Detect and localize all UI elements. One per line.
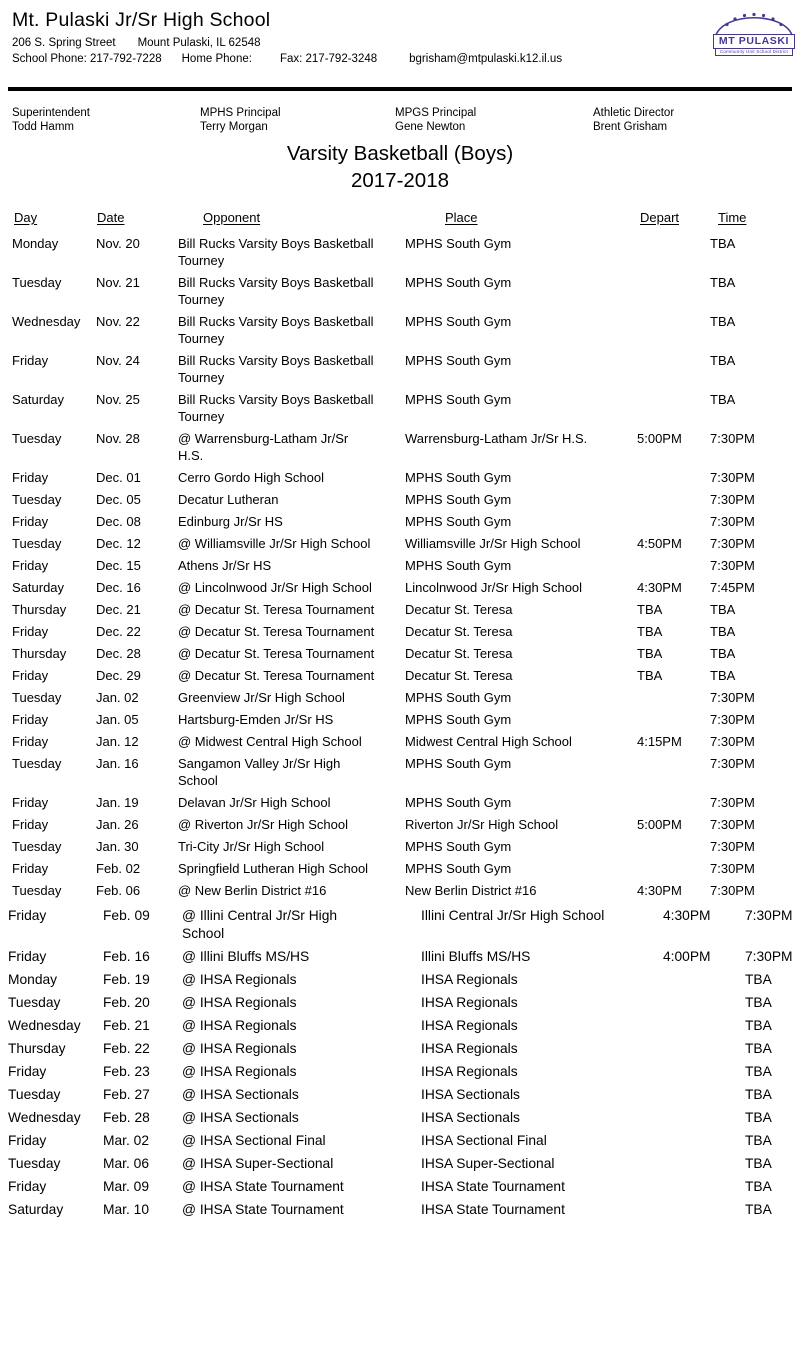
cell-place: New Berlin District #16	[405, 883, 537, 898]
cell-place: IHSA Sectional Final	[421, 1133, 547, 1148]
horizontal-rule	[8, 87, 792, 91]
school-logo	[710, 8, 798, 56]
cell-day: Wednesday	[8, 1110, 81, 1125]
cell-depart: 4:30PM	[637, 883, 682, 898]
logo-wordmark: MT PULASKI	[713, 34, 795, 49]
cell-opponent: Bill Rucks Varsity Boys Basketball Tourney	[178, 314, 374, 346]
cell-opponent: @ IHSA State Tournament	[182, 1202, 344, 1217]
cell-date: Jan. 12	[96, 734, 139, 749]
cell-time: 7:30PM	[710, 492, 755, 507]
cell-time: 7:30PM	[710, 734, 755, 749]
cell-day: Friday	[8, 1064, 47, 1079]
cell-date: Nov. 20	[96, 236, 140, 251]
cell-time: 7:30PM	[710, 883, 755, 898]
cell-day: Tuesday	[12, 536, 62, 551]
cell-day: Friday	[12, 817, 49, 832]
cell-date: Jan. 26	[96, 817, 139, 832]
col-header-day: Day	[14, 210, 38, 225]
cell-place: IHSA Regionals	[421, 972, 518, 987]
cell-place: IHSA Sectionals	[421, 1087, 520, 1102]
table-row	[0, 948, 800, 966]
cell-day: Tuesday	[12, 431, 62, 446]
cell-date: Feb. 09	[103, 908, 150, 923]
cell-date: Dec. 05	[96, 492, 141, 507]
cell-place: MPHS South Gym	[405, 275, 512, 290]
cell-opponent: @ Lincolnwood Jr/Sr High School	[178, 580, 372, 595]
cell-day: Tuesday	[12, 690, 62, 705]
cell-day: Friday	[8, 1133, 47, 1148]
col-header-date: Date	[97, 210, 125, 225]
cell-day: Tuesday	[12, 839, 62, 854]
table-row	[0, 391, 800, 425]
table-row	[0, 557, 800, 574]
cell-time: 7:45PM	[710, 580, 755, 595]
document-title	[0, 140, 800, 194]
cell-time: TBA	[745, 995, 772, 1010]
cell-opponent: @ IHSA Regionals	[182, 972, 297, 987]
cell-date: Feb. 02	[96, 861, 141, 876]
table-row	[0, 535, 800, 552]
cell-date: Jan. 16	[96, 756, 139, 771]
cell-day: Thursday	[12, 602, 67, 617]
cell-opponent: Bill Rucks Varsity Boys Basketball Tourney	[178, 236, 374, 268]
cell-day: Wednesday	[12, 314, 81, 329]
table-row	[0, 1155, 800, 1173]
cell-date: Mar. 10	[103, 1202, 150, 1217]
col-header-place: Place	[445, 210, 478, 225]
staff-title: MPHS Principal	[200, 107, 281, 119]
cell-day: Tuesday	[8, 1087, 61, 1102]
cell-date: Dec. 28	[96, 646, 141, 661]
letterhead	[0, 0, 800, 67]
cell-date: Feb. 27	[103, 1087, 150, 1102]
table-row	[0, 601, 800, 618]
cell-depart: TBA	[637, 624, 663, 639]
cell-time: 7:30PM	[710, 558, 755, 573]
staff-name: Gene Newton	[395, 121, 466, 133]
cell-date: Dec. 16	[96, 580, 141, 595]
cell-date: Dec. 01	[96, 470, 141, 485]
cell-day: Saturday	[12, 392, 65, 407]
table-row	[0, 971, 800, 989]
school-phone: School Phone: 217-792-7228	[12, 53, 162, 65]
schedule-table	[0, 209, 800, 1219]
cell-opponent: Athens Jr/Sr HS	[178, 558, 272, 573]
cell-place: IHSA Regionals	[421, 995, 518, 1010]
cell-time: TBA	[710, 668, 736, 683]
cell-place: MPHS South Gym	[405, 861, 512, 876]
cell-date: Mar. 09	[103, 1179, 150, 1194]
cell-date: Feb. 16	[103, 949, 150, 964]
cell-time: TBA	[745, 1179, 772, 1194]
cell-place: Illini Central Jr/Sr High School	[421, 908, 605, 923]
col-header-opponent: Opponent	[203, 210, 261, 225]
cell-time: 7:30PM	[710, 861, 755, 876]
cell-opponent: @ Williamsville Jr/Sr High School	[178, 536, 371, 551]
staff-name: Terry Morgan	[200, 121, 268, 133]
cell-depart: 4:15PM	[637, 734, 682, 749]
cell-opponent: @ IHSA Regionals	[182, 1064, 297, 1079]
schedule-section-2	[0, 907, 800, 1219]
cell-date: Mar. 06	[103, 1156, 150, 1171]
cell-place: MPHS South Gym	[405, 839, 512, 854]
fax-number: Fax: 217-792-3248	[279, 53, 378, 65]
cell-date: Dec. 15	[96, 558, 141, 573]
table-row	[0, 579, 800, 596]
table-row	[0, 816, 800, 833]
cell-place: Lincolnwood Jr/Sr High School	[405, 580, 583, 595]
title-season: 2017-2018	[350, 169, 450, 192]
cell-opponent: @ IHSA Super-Sectional	[182, 1156, 334, 1171]
cell-place: MPHS South Gym	[405, 795, 512, 810]
cell-date: Feb. 06	[96, 883, 141, 898]
cell-time: TBA	[745, 1133, 772, 1148]
cell-opponent: Sangamon Valley Jr/Sr High School	[178, 756, 341, 788]
cell-opponent: Hartsburg-Emden Jr/Sr HS	[178, 712, 334, 727]
cell-date: Dec. 29	[96, 668, 141, 683]
cell-place: Illini Bluffs MS/HS	[421, 949, 531, 964]
cell-day: Friday	[12, 861, 49, 876]
cell-opponent: @ Warrensburg-Latham Jr/Sr H.S.	[178, 431, 349, 463]
table-row	[0, 623, 800, 640]
cell-depart: 4:30PM	[637, 580, 682, 595]
cell-date: Dec. 21	[96, 602, 141, 617]
table-row	[0, 1109, 800, 1127]
table-row	[0, 794, 800, 811]
cell-opponent: @ IHSA State Tournament	[182, 1179, 344, 1194]
cell-day: Friday	[8, 949, 47, 964]
table-row	[0, 491, 800, 508]
cell-opponent: @ Decatur St. Teresa Tournament	[178, 624, 375, 639]
cell-time: TBA	[710, 275, 736, 290]
cell-opponent: @ IHSA Regionals	[182, 1041, 297, 1056]
cell-date: Dec. 08	[96, 514, 141, 529]
cell-opponent: @ IHSA Regionals	[182, 995, 297, 1010]
cell-opponent: Springfield Lutheran High School	[178, 861, 369, 876]
cell-day: Friday	[12, 558, 49, 573]
cell-place: IHSA Sectionals	[421, 1110, 520, 1125]
cell-depart: TBA	[637, 602, 663, 617]
cell-place: IHSA Regionals	[421, 1018, 518, 1033]
col-header-depart: Depart	[640, 210, 680, 225]
table-row	[0, 645, 800, 662]
cell-time: TBA	[710, 353, 736, 368]
cell-place: Williamsville Jr/Sr High School	[405, 536, 581, 551]
cell-date: Mar. 02	[103, 1133, 150, 1148]
cell-place: Decatur St. Teresa	[405, 602, 513, 617]
table-row	[0, 513, 800, 530]
cell-date: Jan. 30	[96, 839, 139, 854]
address-street: 206 S. Spring Street	[12, 37, 116, 49]
address-city: Mount Pulaski, IL 62548	[137, 37, 261, 49]
cell-day: Tuesday	[12, 492, 62, 507]
cell-opponent: @ Decatur St. Teresa Tournament	[178, 602, 375, 617]
table-row	[0, 882, 800, 899]
cell-time: 7:30PM	[710, 712, 755, 727]
cell-place: MPHS South Gym	[405, 712, 512, 727]
cell-opponent: @ IHSA Sectional Final	[182, 1133, 326, 1148]
cell-date: Jan. 19	[96, 795, 139, 810]
table-row	[0, 667, 800, 684]
cell-time: 7:30PM	[710, 795, 755, 810]
cell-place: MPHS South Gym	[405, 314, 512, 329]
cell-opponent: Decatur Lutheran	[178, 492, 279, 507]
title-sport: Varsity Basketball (Boys)	[286, 142, 514, 165]
staff-title: MPGS Principal	[395, 107, 477, 119]
staff-title: Superintendent	[12, 107, 91, 119]
cell-opponent: @ IHSA Regionals	[182, 1018, 297, 1033]
cell-opponent: @ New Berlin District #16	[178, 883, 327, 898]
table-row	[0, 689, 800, 706]
cell-day: Friday	[12, 668, 49, 683]
dome-arch-icon	[712, 8, 796, 36]
cell-depart: 5:00PM	[637, 431, 682, 446]
cell-day: Thursday	[8, 1041, 66, 1056]
cell-opponent: Cerro Gordo High School	[178, 470, 324, 485]
cell-time: 7:30PM	[710, 514, 755, 529]
cell-date: Nov. 21	[96, 275, 140, 290]
table-row	[0, 755, 800, 789]
cell-depart: 4:50PM	[637, 536, 682, 551]
cell-date: Jan. 02	[96, 690, 139, 705]
cell-time: 7:30PM	[745, 908, 793, 923]
cell-time: TBA	[745, 972, 772, 987]
staff-athletic-director	[593, 106, 800, 135]
cell-date: Feb. 28	[103, 1110, 150, 1125]
table-row	[0, 1063, 800, 1081]
cell-date: Feb. 20	[103, 995, 150, 1010]
table-row	[0, 1017, 800, 1035]
cell-day: Friday	[8, 1179, 47, 1194]
cell-place: MPHS South Gym	[405, 392, 512, 407]
cell-date: Dec. 22	[96, 624, 141, 639]
cell-place: MPHS South Gym	[405, 353, 512, 368]
cell-day: Monday	[12, 236, 59, 251]
cell-opponent: Bill Rucks Varsity Boys Basketball Tourney	[178, 275, 374, 307]
cell-place: MPHS South Gym	[405, 470, 512, 485]
cell-time: 7:30PM	[710, 470, 755, 485]
cell-date: Nov. 25	[96, 392, 140, 407]
cell-time: TBA	[745, 1018, 772, 1033]
cell-time: TBA	[745, 1110, 772, 1125]
cell-place: IHSA Regionals	[421, 1064, 518, 1079]
cell-opponent: Delavan Jr/Sr High School	[178, 795, 331, 810]
table-row	[0, 1040, 800, 1058]
cell-opponent: Tri-City Jr/Sr High School	[178, 839, 325, 854]
staff-mpgs-principal	[395, 106, 593, 135]
staff-name: Todd Hamm	[12, 121, 74, 133]
cell-day: Tuesday	[12, 275, 62, 290]
cell-time: 7:30PM	[710, 839, 755, 854]
cell-date: Feb. 22	[103, 1041, 150, 1056]
contact-line	[12, 52, 800, 67]
cell-day: Friday	[12, 353, 49, 368]
cell-time: TBA	[745, 1064, 772, 1079]
cell-time: TBA	[745, 1087, 772, 1102]
cell-depart: TBA	[637, 646, 663, 661]
cell-time: TBA	[745, 1041, 772, 1056]
cell-date: Nov. 28	[96, 431, 140, 446]
cell-place: MPHS South Gym	[405, 236, 512, 251]
cell-time: 7:30PM	[745, 949, 793, 964]
cell-date: Feb. 23	[103, 1064, 150, 1079]
cell-day: Tuesday	[8, 995, 61, 1010]
table-row	[0, 1132, 800, 1150]
cell-day: Friday	[12, 624, 49, 639]
cell-opponent: @ Illini Central Jr/Sr High School	[182, 908, 338, 941]
staff-name: Brent Grisham	[593, 121, 668, 133]
schedule-section-1	[0, 235, 800, 899]
cell-date: Dec. 12	[96, 536, 141, 551]
table-row	[0, 1178, 800, 1196]
cell-opponent: @ Riverton Jr/Sr High School	[178, 817, 348, 832]
cell-place: MPHS South Gym	[405, 690, 512, 705]
logo-subtext: Community Unit School District	[715, 49, 793, 56]
cell-time: TBA	[745, 1202, 772, 1217]
cell-day: Friday	[12, 470, 49, 485]
cell-place: Decatur St. Teresa	[405, 646, 513, 661]
cell-opponent: @ Decatur St. Teresa Tournament	[178, 668, 375, 683]
cell-place: IHSA Super-Sectional	[421, 1156, 555, 1171]
cell-day: Wednesday	[8, 1018, 81, 1033]
cell-place: Riverton Jr/Sr High School	[405, 817, 559, 832]
staff-row	[0, 106, 800, 135]
cell-day: Monday	[8, 972, 58, 987]
table-row	[0, 733, 800, 750]
cell-place: MPHS South Gym	[405, 492, 512, 507]
table-row	[0, 860, 800, 877]
cell-date: Nov. 22	[96, 314, 140, 329]
cell-time: TBA	[710, 624, 736, 639]
home-phone: Home Phone:	[181, 53, 252, 65]
email-address: bgrisham@mtpulaski.k12.il.us	[409, 53, 563, 65]
table-row	[0, 838, 800, 855]
table-row	[0, 907, 800, 943]
cell-opponent: @ IHSA Sectionals	[182, 1087, 299, 1102]
cell-time: 7:30PM	[710, 756, 755, 771]
cell-place: IHSA State Tournament	[421, 1202, 565, 1217]
cell-day: Friday	[12, 795, 49, 810]
cell-time: TBA	[710, 236, 736, 251]
cell-time: 7:30PM	[710, 431, 755, 446]
cell-opponent: @ IHSA Sectionals	[182, 1110, 299, 1125]
cell-day: Friday	[8, 908, 47, 923]
cell-place: Midwest Central High School	[405, 734, 572, 749]
cell-day: Friday	[12, 514, 49, 529]
staff-title: Athletic Director	[593, 107, 675, 119]
cell-depart: 5:00PM	[637, 817, 682, 832]
cell-date: Jan. 05	[96, 712, 139, 727]
table-header-row	[0, 209, 800, 226]
cell-time: TBA	[710, 392, 736, 407]
table-row	[0, 994, 800, 1012]
cell-time: TBA	[710, 314, 736, 329]
cell-opponent: Edinburg Jr/Sr HS	[178, 514, 283, 529]
table-row	[0, 711, 800, 728]
cell-opponent: Greenview Jr/Sr High School	[178, 690, 345, 705]
cell-place: MPHS South Gym	[405, 756, 512, 771]
cell-date: Nov. 24	[96, 353, 140, 368]
cell-time: 7:30PM	[710, 536, 755, 551]
table-row	[0, 313, 800, 347]
table-row	[0, 469, 800, 486]
cell-day: Saturday	[12, 580, 65, 595]
cell-place: Warrensburg-Latham Jr/Sr H.S.	[405, 431, 588, 446]
table-row	[0, 430, 800, 464]
staff-mphs-principal	[200, 106, 395, 135]
cell-day: Tuesday	[8, 1156, 61, 1171]
school-name: Mt. Pulaski Jr/Sr High School	[12, 9, 271, 31]
staff-superintendent	[12, 106, 200, 135]
cell-date: Feb. 21	[103, 1018, 150, 1033]
cell-day: Friday	[12, 734, 49, 749]
cell-day: Saturday	[8, 1202, 64, 1217]
table-row	[0, 274, 800, 308]
cell-place: Decatur St. Teresa	[405, 668, 513, 683]
cell-time: TBA	[710, 602, 736, 617]
cell-place: Decatur St. Teresa	[405, 624, 513, 639]
cell-place: MPHS South Gym	[405, 514, 512, 529]
cell-depart: TBA	[637, 668, 663, 683]
cell-time: TBA	[745, 1156, 772, 1171]
cell-time: 7:30PM	[710, 817, 755, 832]
cell-day: Tuesday	[12, 756, 62, 771]
cell-time: 7:30PM	[710, 690, 755, 705]
address-line	[12, 36, 800, 51]
cell-place: MPHS South Gym	[405, 558, 512, 573]
cell-day: Friday	[12, 712, 49, 727]
table-row	[0, 1086, 800, 1104]
cell-opponent: @ Illini Bluffs MS/HS	[182, 949, 310, 964]
cell-place: IHSA State Tournament	[421, 1179, 565, 1194]
cell-day: Tuesday	[12, 883, 62, 898]
cell-date: Feb. 19	[103, 972, 150, 987]
table-row	[0, 1201, 800, 1219]
cell-opponent: Bill Rucks Varsity Boys Basketball Tourney	[178, 353, 374, 385]
cell-depart: 4:00PM	[663, 949, 711, 964]
cell-opponent: Bill Rucks Varsity Boys Basketball Tourney	[178, 392, 374, 424]
col-header-time: Time	[718, 210, 747, 225]
table-row	[0, 235, 800, 269]
cell-time: TBA	[710, 646, 736, 661]
cell-opponent: @ Decatur St. Teresa Tournament	[178, 646, 375, 661]
cell-depart: 4:30PM	[663, 908, 711, 923]
table-row	[0, 352, 800, 386]
cell-place: IHSA Regionals	[421, 1041, 518, 1056]
cell-opponent: @ Midwest Central High School	[178, 734, 362, 749]
cell-day: Thursday	[12, 646, 67, 661]
